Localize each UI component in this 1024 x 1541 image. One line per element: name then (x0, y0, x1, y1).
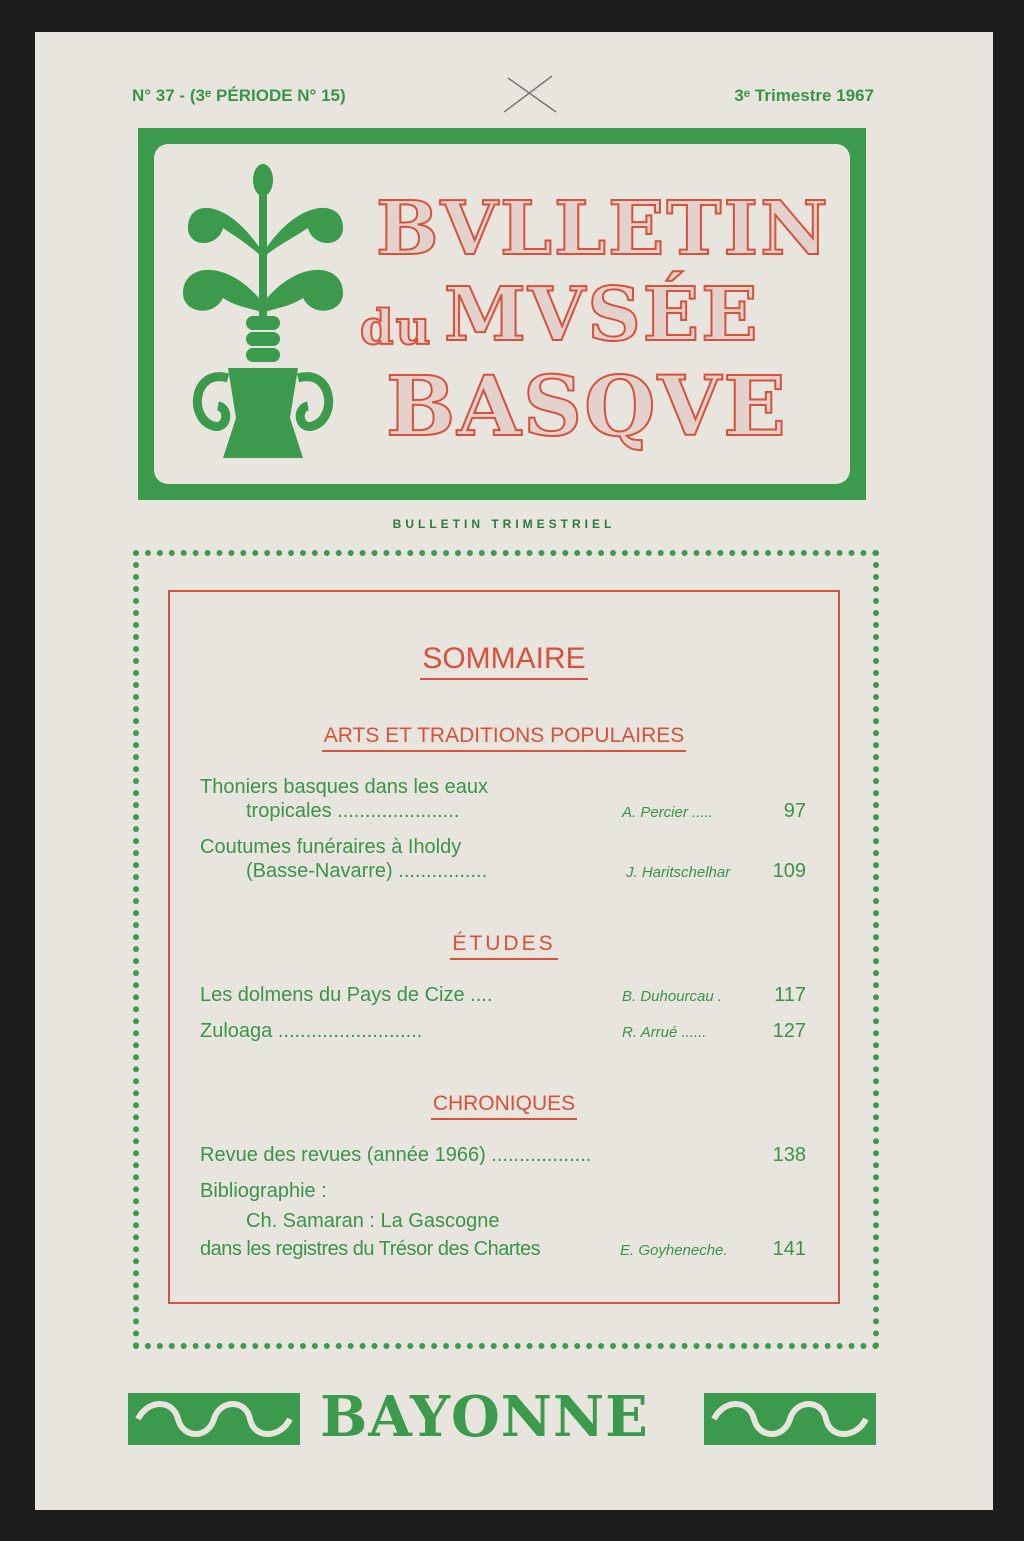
entry-title: Coutumes funéraires à Iholdy (200, 836, 462, 858)
entry-title-cont: tropicales ...................... (246, 800, 460, 822)
entry-page: 97 (783, 800, 806, 822)
masthead-du: du (360, 300, 433, 356)
pencil-x-mark (500, 72, 560, 116)
entry-title: Zuloaga .......................... (200, 1020, 423, 1042)
entry-page: 117 (774, 984, 806, 1006)
entry-author: J. Haritschelhar (626, 864, 731, 881)
entry-title: Les dolmens du Pays de Cize .... (200, 984, 493, 1006)
masthead-line-basque: BASQVE (386, 359, 788, 455)
entry-page: 127 (772, 1020, 806, 1042)
entry-page: 138 (772, 1144, 806, 1166)
sommaire-title: SOMMAIRE (168, 642, 840, 676)
section-title: CHRONIQUES (168, 1092, 840, 1116)
entry-page: 109 (772, 860, 806, 882)
entry-title: Thoniers basques dans les eaux (200, 776, 488, 798)
city-name: BAYONNE (320, 1384, 649, 1450)
entry-author: E. Goyheneche. (620, 1242, 728, 1259)
issue-number: N° 37 - (3ᵉ PÉRIODE N° 15) (132, 86, 346, 105)
scroll-ornament-left-icon (128, 1393, 300, 1445)
vase-plant-logo-icon (168, 158, 358, 478)
entry-page: 141 (772, 1238, 806, 1260)
masthead-line-bulletin: BVLLETIN (376, 186, 830, 272)
section-title: ARTS ET TRADITIONS POPULAIRES (168, 724, 840, 748)
entry-title: Revue des revues (année 1966) .................. (200, 1144, 592, 1166)
quarter-date: 3ᵉ Trimestre 1967 (734, 86, 874, 105)
entry-title-cont: dans les registres du Trésor des Chartes (200, 1238, 541, 1260)
entry-author: R. Arrué ...... (622, 1024, 707, 1041)
entry-author: B. Duhourcau . (622, 988, 723, 1005)
section-title: ÉTUDES (168, 932, 840, 956)
entry-title: Bibliographie : (200, 1180, 327, 1202)
scroll-ornament-right-icon (704, 1393, 876, 1445)
masthead (138, 128, 866, 500)
masthead-line-musee: MVSÉE (444, 272, 760, 358)
entry-title-cont: Ch. Samaran : La Gascogne (246, 1210, 500, 1232)
subtitle: BULLETIN TRIMESTRIEL (392, 517, 616, 531)
entry-title-cont: (Basse-Navarre) ................ (246, 860, 488, 882)
entry-author: A. Percier ..... (622, 804, 713, 821)
